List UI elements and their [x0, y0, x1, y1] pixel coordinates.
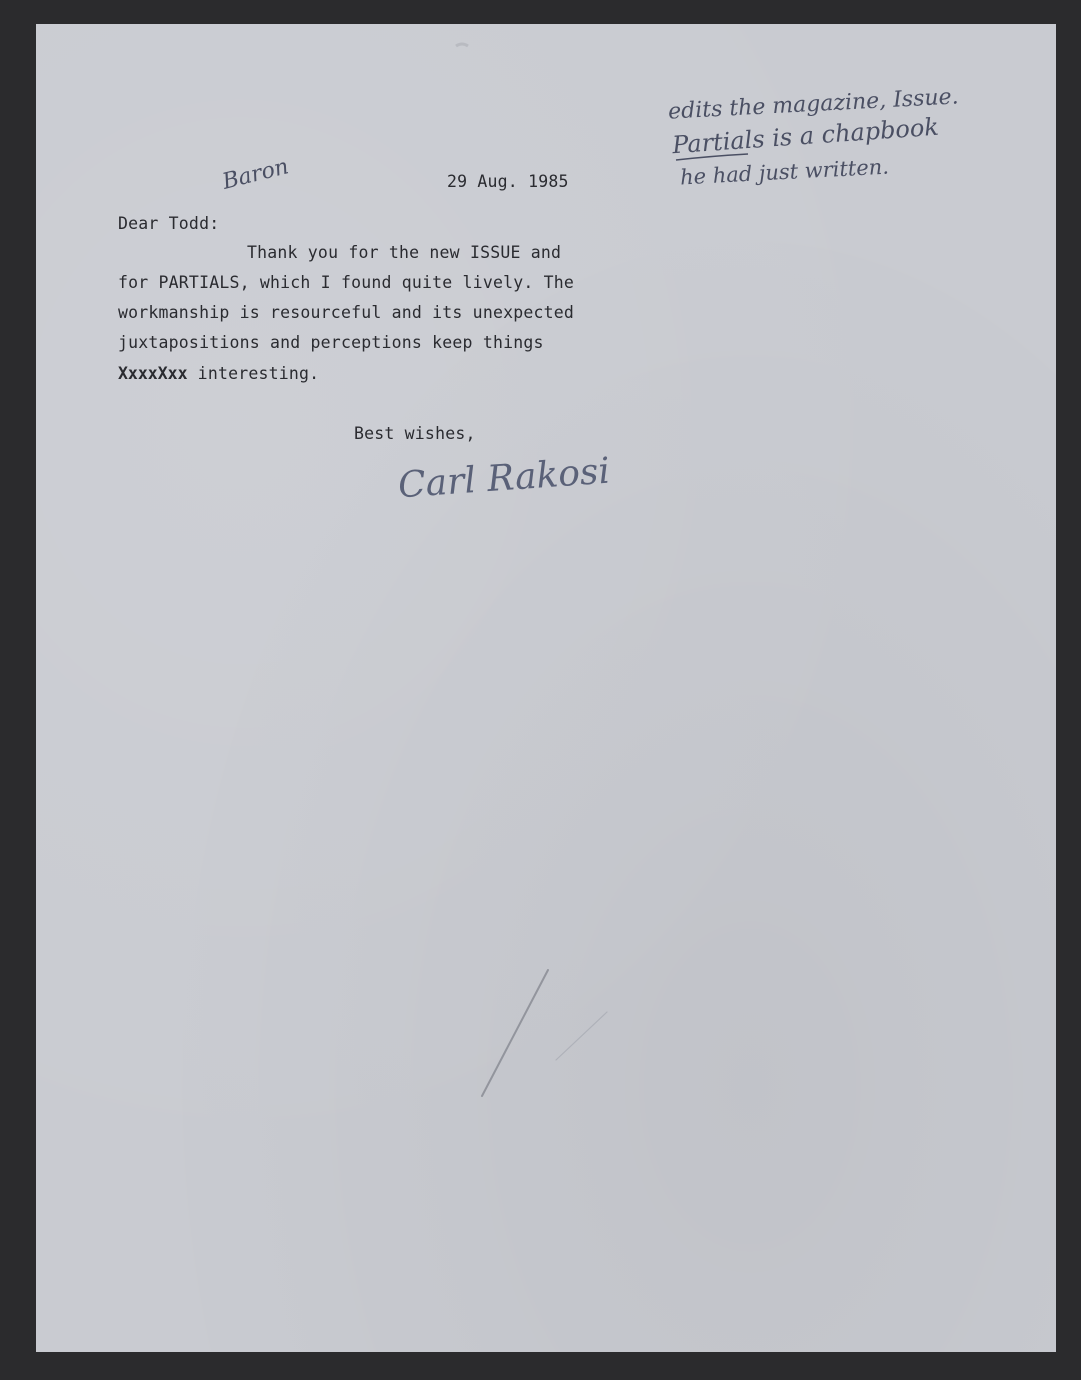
letter-body-line: for PARTIALS, which I found quite lively. The: [118, 273, 575, 292]
letter-closing: Best wishes,: [354, 424, 476, 443]
letter-date: 29 Aug. 1985: [447, 172, 569, 191]
partials-underline: [676, 154, 748, 160]
signature: Carl Rakosi: [396, 450, 612, 507]
letter-body-line: Thank you for the new ISSUE and: [247, 243, 562, 262]
letter-body-text: interesting.: [187, 364, 320, 383]
letter-body-line: juxtapositions and perceptions keep things: [118, 333, 544, 352]
letter-body-line: workmanship is resourceful and its unexpected: [118, 303, 575, 322]
margin-note-line-3: he had just written.: [679, 154, 890, 190]
struck-out-text: XxxxXxx: [118, 364, 188, 383]
paper-fold-mark: [456, 44, 468, 46]
pencil-mark-long: [482, 970, 548, 1096]
margin-note-line-2: Partials is a chapbook: [671, 112, 940, 160]
handwritten-name-note: Baron: [219, 154, 292, 195]
margin-note-line-1: edits the magazine, Issue.: [667, 84, 960, 125]
pencil-mark-short: [556, 1012, 607, 1060]
letter-salutation: Dear Todd:: [118, 214, 220, 233]
